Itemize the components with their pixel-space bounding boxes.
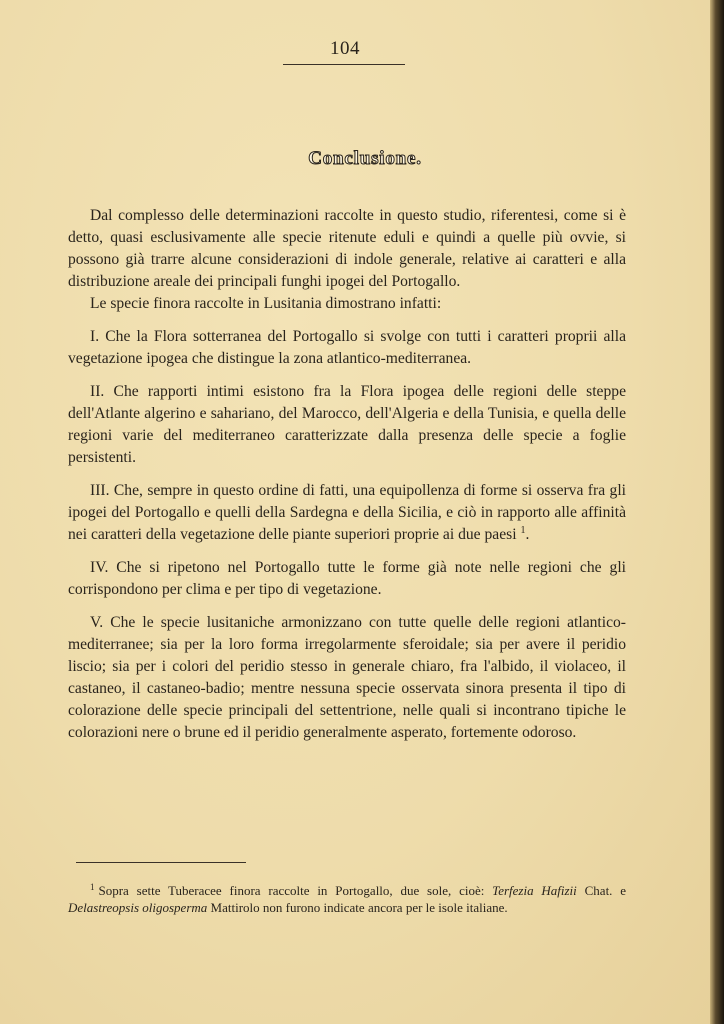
- paragraph-point-3-text: III. Che, sempre in questo ordine di fatti, una equipollenza di forme si osserva fra gli ipogei del Portogallo e quelli della Sardegna e della Sicilia, e ciò in rapporto alle affinità nei caratteri della vegetazione delle piante superiori proprie ai due paesi: [68, 482, 626, 543]
- paragraph-point-2: II. Che rapporti intimi esistono fra la Flora ipogea delle regioni delle steppe dell'Atlante algerino e sahariano, del Marocco, dell'Algeria e della Tunisia, e quella delle regioni varie del mediterraneo caratterizzate dalla presenza delle specie a foglie persistenti.: [68, 383, 626, 466]
- footnote: [68, 882, 626, 916]
- footnote-text-c: Mattirolo non furono indicate ancora per le isole italiane.: [210, 900, 508, 915]
- paragraph-intro: Dal complesso delle determinazioni raccolte in questo studio, riferentesi, come si è detto, quasi esclusivamente alle specie ritenute eduli e quindi a quelle più ovvie, si possono già trarre alcune considerazioni di indole generale, relative ai caratteri e alla distribuzione areale dei principali funghi ipogei del Portogallo.: [68, 207, 626, 290]
- footnote-text-a: Sopra sette Tuberacee finora raccolte in Portogallo, due sole, cioè:: [98, 883, 485, 898]
- footnote-species-a: Terfezia Hafizii: [492, 883, 577, 898]
- page-number: 104: [330, 38, 360, 59]
- paragraph-point-1: I. Che la Flora sotterranea del Portogallo si svolge con tutti i caratteri proprii alla vegetazione ipogea che distingue la zona atlantico-mediterranea.: [68, 328, 626, 367]
- footnote-reference: 1: [520, 524, 526, 536]
- paragraph-lead: Le specie finora raccolte in Lusitania dimostrano infatti:: [90, 295, 442, 312]
- body-text: [68, 205, 626, 755]
- page-binding-edge: [710, 0, 724, 1024]
- footnote-reference-punct: .: [525, 526, 530, 543]
- header-rule: [283, 64, 405, 65]
- paragraph-point-4: IV. Che si ripetono nel Portogallo tutte le forme già note nelle regioni che gli corrispondono per clima e per tipo di vegetazione.: [68, 559, 626, 598]
- footnote-mark: 1: [90, 881, 95, 892]
- footnote-text-b: Chat. e: [584, 883, 627, 898]
- paragraph-point-5: V. Che le specie lusitaniche armonizzano con tutte quelle delle regioni atlantico-mediterranee; sia per la loro forma irregolarmente sferoidale; sia per avere il peridio liscio; sia per i colori del peridio stesso in generale chiaro, fra l'albido, il violaceo, il castaneo, il castaneo-badio; mentre nessuna specie osservata sinora presenta il tipo di colorazione delle specie principali del settentrione, nelle quali si incontrano tipiche le colorazioni nere o brune ed il peridio generalmente asperato, fortemente odoroso.: [68, 614, 626, 741]
- footnote-rule: [76, 862, 246, 863]
- section-heading: Conclusione.: [308, 148, 422, 169]
- footnote-species-b: Delastreopsis oligosperma: [68, 900, 208, 915]
- paragraph-point-3: [68, 480, 626, 546]
